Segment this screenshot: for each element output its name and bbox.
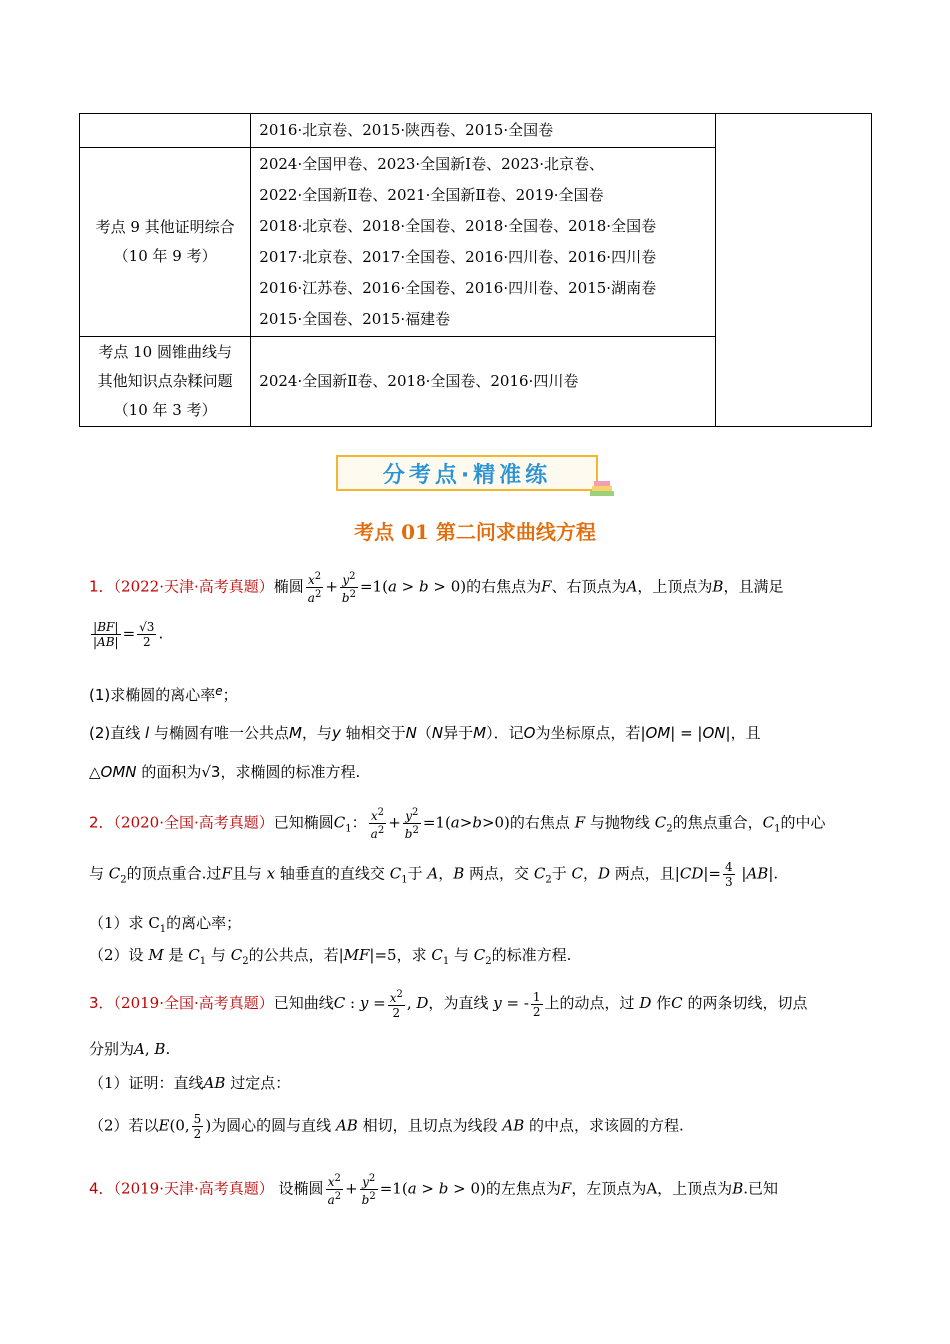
question-text: 设椭圆 bbox=[278, 1179, 324, 1198]
question-3-part-1: （1）证明：直线AB 过定点： bbox=[89, 1074, 291, 1092]
years-line: 2015·全国卷、2015·福建卷 bbox=[259, 310, 451, 328]
question-text: 轴垂直的直线交 bbox=[279, 864, 385, 883]
question-text: 且与 bbox=[231, 864, 262, 883]
question-text: ）．记 bbox=[486, 724, 524, 742]
question-text: ，与 bbox=[301, 724, 332, 742]
formula: $\frac{4}{3}$ bbox=[725, 860, 733, 889]
question-text: 于 bbox=[407, 864, 423, 883]
question-1-part-2: (2)直线 l 与椭圆有唯一公共点M，与y 轴相交于N（N异于M）．记O为坐标原点，若|OM| = |ON|，且 bbox=[89, 724, 761, 742]
formula: $\frac{x^2}{a^2}$ bbox=[370, 807, 385, 841]
question-text: 与 bbox=[210, 946, 226, 964]
years-line: 2017·北京卷、2017·全国卷、2016·四川卷、2016·四川卷 bbox=[259, 248, 657, 266]
years-cell bbox=[251, 337, 716, 427]
question-text: 于 bbox=[551, 864, 567, 883]
formula: $\frac{x^2}{2}$ bbox=[389, 989, 403, 1020]
question-text: 的公共点，若| bbox=[248, 946, 344, 964]
years-cell bbox=[251, 148, 716, 337]
years-line: 2024·全国甲卷、2023·全国新Ⅰ卷、2023·北京卷、 bbox=[259, 155, 605, 173]
question-text: 相切，且切点为线段 bbox=[362, 1116, 498, 1135]
question-number: 3． bbox=[89, 994, 114, 1012]
question-text: 两点，且| bbox=[614, 864, 680, 883]
question-number: 1． bbox=[89, 577, 114, 596]
table-row bbox=[80, 114, 872, 148]
formula: $\frac{5}{2}$ bbox=[193, 1112, 202, 1141]
question-text: | bbox=[736, 864, 747, 883]
formula: $\frac{y^2}{b^2}$ bbox=[361, 1173, 376, 1207]
question-text: 的左焦点为 bbox=[485, 1179, 561, 1198]
question-text: |=5，求 bbox=[369, 946, 427, 964]
question-4: 4．（2019·天津·高考真题） 设椭圆 $\frac{x^2}{a^2}$ + $\frac{y^2}{b^2}$ =1(a > b > 0)的左焦点为F，左顶点为A，上顶点为B.已知 bbox=[89, 1173, 778, 1207]
question-source: （2022·天津·高考真题） bbox=[113, 577, 274, 596]
question-3-line-2: 分别为A, B. bbox=[89, 1040, 171, 1058]
question-text: (2)直线 bbox=[89, 724, 141, 742]
question-source: （2020·全国·高考真题） bbox=[113, 813, 274, 832]
topic-line: 考点 9 其他证明综合 bbox=[95, 218, 235, 236]
question-text: 的离心率； bbox=[166, 914, 242, 932]
question-text: （2）若以 bbox=[89, 1116, 159, 1135]
question-text: 上的动点，过 bbox=[544, 994, 635, 1012]
question-text: 是 bbox=[168, 946, 184, 964]
years-line: 2024·全国新Ⅱ卷、2018·全国卷、2016·四川卷 bbox=[259, 372, 579, 390]
question-3-part-2: （2）若以E(0, $\frac{5}{2}$ )为圆心的圆与直线 AB 相切，且切点为线段 AB 的中点，求该圆的方程. bbox=[89, 1112, 684, 1141]
question-text: ，上顶点为 bbox=[637, 577, 713, 596]
question-text: 作 bbox=[656, 994, 672, 1012]
question-text: 与抛物线 bbox=[589, 813, 650, 832]
years-cell bbox=[251, 114, 716, 148]
topic-cell bbox=[80, 114, 251, 148]
question-text: 两点，交 bbox=[469, 864, 530, 883]
question-text: 异于 bbox=[443, 724, 474, 742]
banner-text: 分考点·精准练 bbox=[382, 462, 552, 488]
question-1: 1．（2022·天津·高考真题）椭圆 $\frac{x^2}{a^2}$ + $\frac{y^2}{b^2}$ =1(a > b > 0)的右焦点为F、右顶点为A，上顶点为B，且满足 bbox=[89, 571, 784, 605]
formula: $\frac{x^2}{a^2}$ bbox=[307, 571, 322, 605]
topic-line: 考点 10 圆锥曲线与 bbox=[98, 343, 232, 361]
question-text: |= bbox=[703, 864, 721, 883]
question-text: 的右焦点为 bbox=[466, 577, 542, 596]
question-text: ，且 bbox=[730, 724, 761, 742]
topic-cell bbox=[80, 337, 251, 427]
question-1-condition: $\frac{|BF|}{|AB|}$ = $\frac{√3}{2}$ . bbox=[93, 620, 164, 649]
question-text: 的焦点重合， bbox=[672, 813, 763, 832]
question-text: 的右焦点 bbox=[509, 813, 570, 832]
question-text: （ bbox=[416, 724, 432, 742]
question-text: 与椭圆有唯一公共点 bbox=[153, 724, 289, 742]
question-3: 3．（2019·全国·高考真题）已知曲线C : y = $\frac{x^2}{2}$ , D，为直线 y = - $\frac{1}{2}$ 上的动点，过 D 作C 的两条切线，切点 bbox=[89, 989, 808, 1020]
topic-line: （10 年 3 考） bbox=[113, 401, 217, 419]
section-title: 考点 01 第二问求曲线方程 bbox=[354, 520, 596, 544]
question-source: （2019·全国·高考真题） bbox=[113, 994, 274, 1012]
question-text: 的顶点重合.过 bbox=[126, 864, 222, 883]
question-text: 轴相交于 bbox=[345, 724, 406, 742]
question-text: 已知曲线 bbox=[273, 994, 334, 1012]
question-2: 2．（2020·全国·高考真题）已知椭圆$C_1$： $\frac{x^2}{a^2}$ + $\frac{y^2}{b^2}$ =1(a>b>0)的右焦点 F 与抛物线 $C_2$的焦点重合，$C_1$的中心 bbox=[89, 807, 826, 841]
question-number: 4． bbox=[89, 1179, 114, 1198]
question-text: 与 bbox=[89, 864, 105, 883]
formula: $\frac{x^2}{a^2}$ bbox=[327, 1173, 342, 1207]
question-text: 分别为 bbox=[89, 1040, 135, 1058]
question-2-part-2: （2）设 M 是 $C_1$ 与 $C_2$的公共点，若|MF|=5，求 $C_1$ 与 $C_2$的标准方程. bbox=[89, 946, 572, 967]
question-text: 的中心 bbox=[780, 813, 826, 832]
question-text: （1）求 bbox=[89, 914, 144, 932]
years-line: 2016·江苏卷、2016·全国卷、2016·四川卷、2015·湖南卷 bbox=[259, 279, 657, 297]
question-number: 2． bbox=[89, 813, 114, 832]
formula: $\frac{1}{2}$ bbox=[532, 989, 541, 1019]
question-1-part-2-cont: △OMN 的面积为√3，求椭圆的标准方程. bbox=[89, 763, 361, 781]
question-text: 的标准方程. bbox=[491, 946, 572, 964]
question-text: (1)求椭圆的离心率 bbox=[89, 686, 216, 704]
formula: $\frac{|BF|}{|AB|}$ bbox=[93, 620, 119, 649]
question-text: ， bbox=[582, 864, 598, 883]
question-text: 为直线 bbox=[443, 994, 489, 1012]
question-text: 、右顶点为 bbox=[551, 577, 627, 596]
books-icon bbox=[588, 480, 616, 498]
question-text: 的面积为 bbox=[141, 763, 202, 781]
question-text: 为坐标原点，若 bbox=[535, 724, 641, 742]
formula: $\frac{y^2}{b^2}$ bbox=[404, 807, 419, 841]
years-line: 2016·北京卷、2015·陕西卷、2015·全国卷 bbox=[259, 121, 554, 139]
years-line: 2018·北京卷、2018·全国卷、2018·全国卷、2018·全国卷 bbox=[259, 217, 657, 235]
question-text: （1）证明：直线 bbox=[89, 1074, 204, 1092]
topic-line: 其他知识点杂糅问题 bbox=[97, 372, 233, 390]
years-line: 2022·全国新Ⅱ卷、2021·全国新Ⅱ卷、2019·全国卷 bbox=[259, 186, 604, 204]
question-text: ， bbox=[438, 864, 454, 883]
question-text: ，左顶点为 bbox=[571, 1179, 647, 1198]
question-source: （2019·天津·高考真题） bbox=[113, 1179, 274, 1198]
question-text: ，且满足 bbox=[723, 577, 784, 596]
formula: 1 bbox=[372, 577, 383, 596]
question-text: ，求椭圆的标准方程. bbox=[220, 763, 361, 781]
topic-cell bbox=[80, 148, 251, 337]
notes-cell bbox=[715, 114, 871, 427]
question-1-part-1: (1)求椭圆的离心率$^e$； bbox=[89, 684, 238, 704]
question-text: 的中点，求该圆的方程. bbox=[529, 1116, 684, 1135]
question-text: 已知椭圆 bbox=[273, 813, 334, 832]
question-2-line-2: 与 $C_2$的顶点重合.过F且与 x 轴垂直的直线交 $C_1$于 A，B 两点，交 $C_2$于 C，D 两点，且|CD|= $\frac{4}{3}$ |AB|. bbox=[89, 860, 779, 889]
question-text: （2）设 bbox=[89, 946, 144, 964]
question-text: 与 bbox=[454, 946, 470, 964]
question-text: ，上顶点为 bbox=[657, 1179, 733, 1198]
question-text: .已知 bbox=[743, 1179, 778, 1198]
question-text: 为圆心的圆与直线 bbox=[211, 1116, 332, 1135]
question-text: 过定点： bbox=[230, 1074, 291, 1092]
formula: $\frac{√3}{2}$ bbox=[139, 620, 155, 649]
topic-line: （10 年 9 考） bbox=[113, 247, 217, 265]
formula: $\frac{y^2}{b^2}$ bbox=[341, 571, 356, 605]
question-text: 椭圆 bbox=[273, 577, 304, 596]
exam-summary-table bbox=[79, 113, 872, 427]
question-text: 的两条切线，切点 bbox=[687, 994, 808, 1012]
question-text: |. bbox=[768, 864, 779, 883]
question-2-part-1: （1）求 $C_1$的离心率； bbox=[89, 914, 242, 935]
section-banner bbox=[336, 455, 598, 491]
